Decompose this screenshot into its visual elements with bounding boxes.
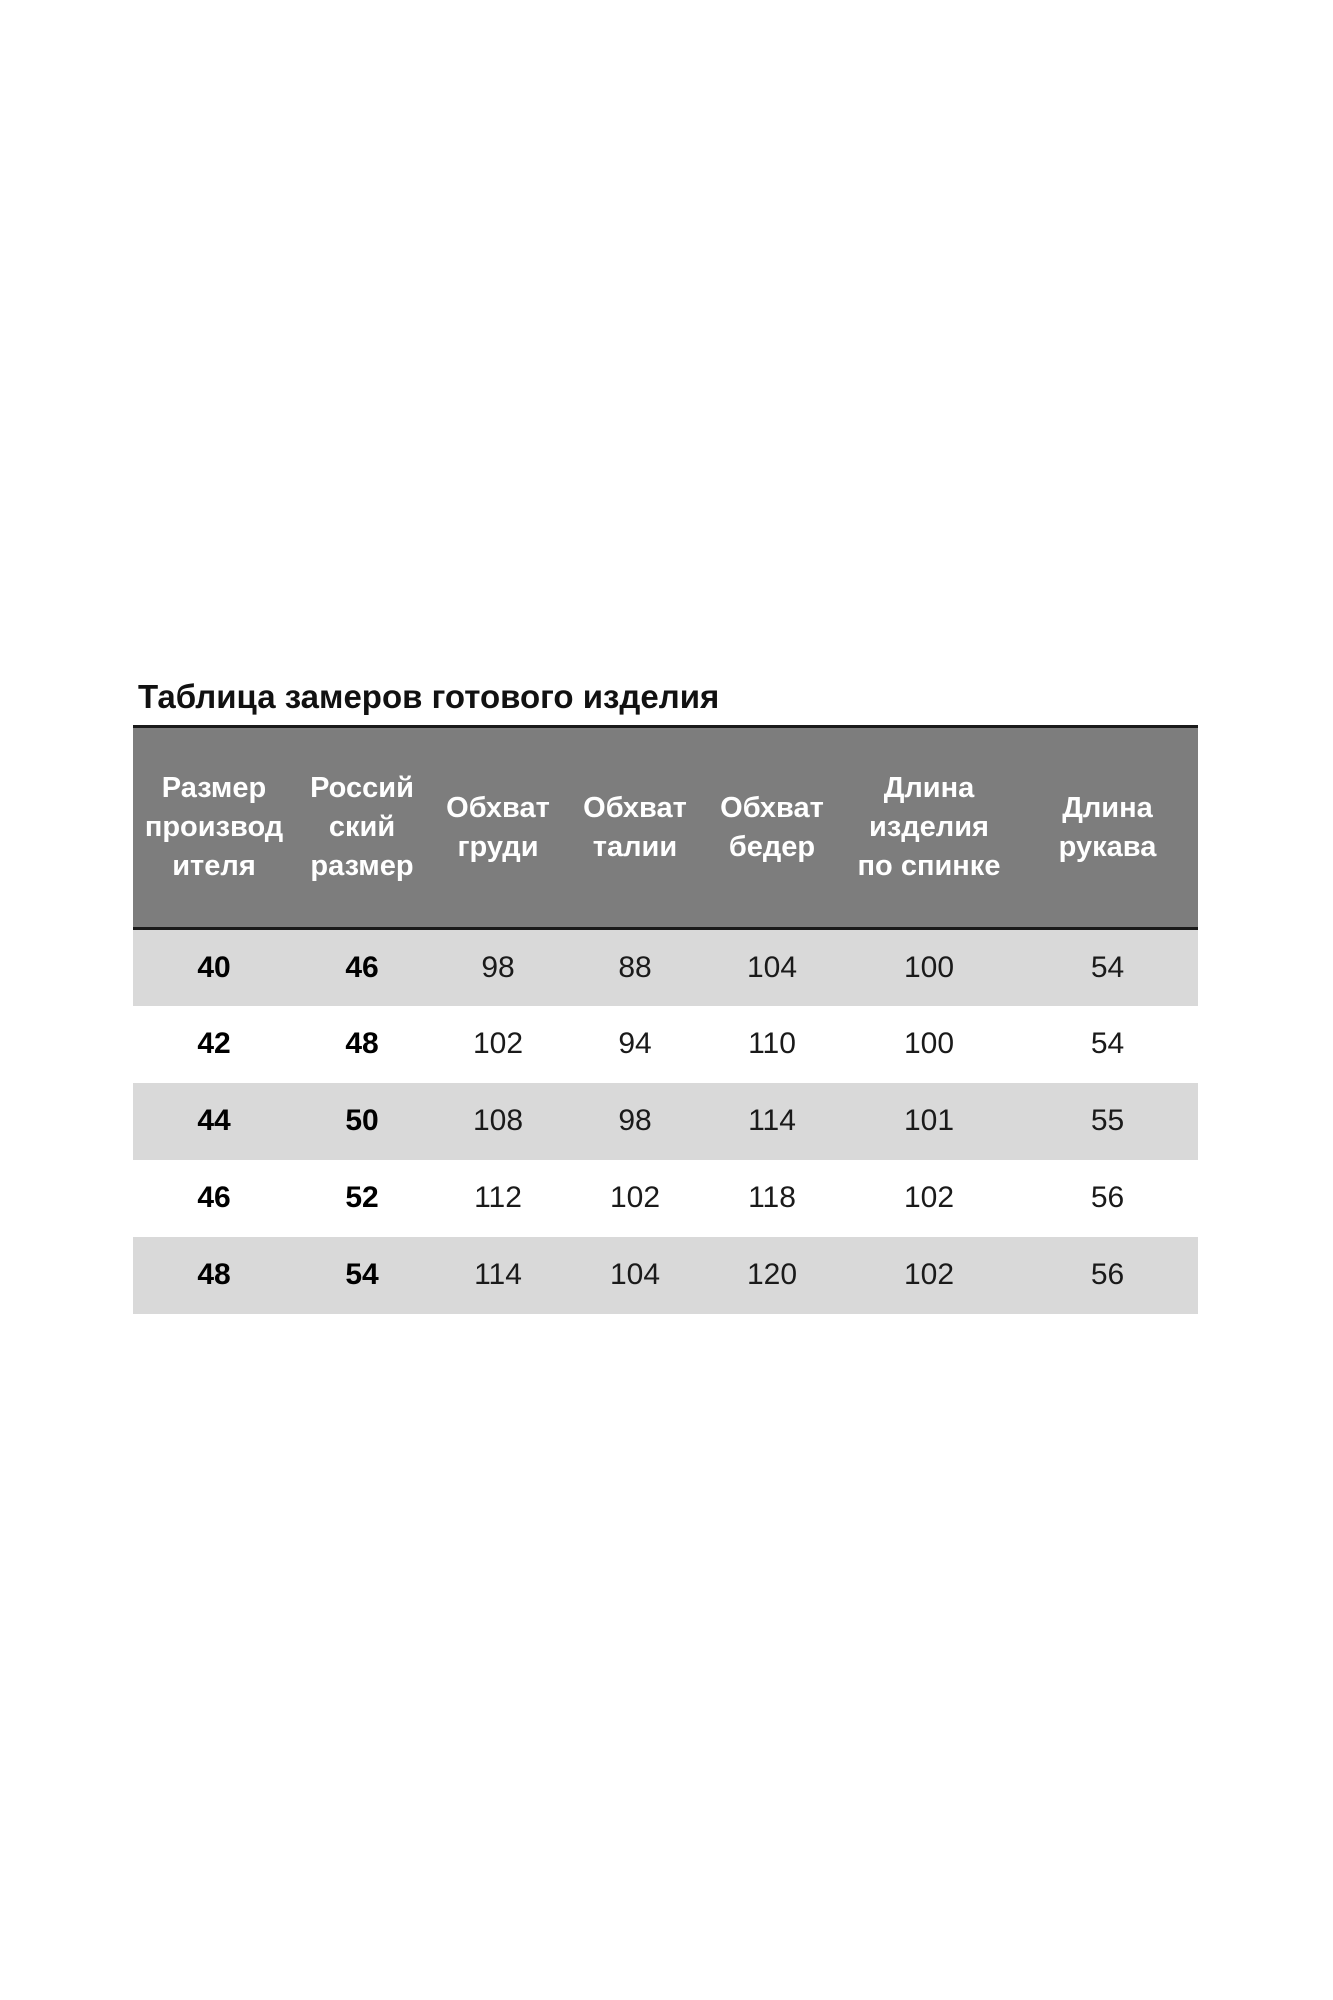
cell-hip-girth: 120 [746,1258,798,1291]
table-title: Таблица замеров готового изделия [138,678,720,715]
cell-manufacturer-size: 44 [197,1104,231,1137]
table-row [133,1083,1198,1160]
header-sleeve-length: Длина рукава [1017,727,1198,929]
cell-chest-girth: 108 [472,1104,524,1137]
cell-hip-girth: 114 [748,1104,796,1137]
header-chest-girth: Обхват груди [429,727,567,929]
size-chart-table [133,725,1198,1314]
cell-back-length: 102 [903,1258,955,1291]
header-russian-size: Россий ский размер [295,727,429,929]
cell-manufacturer-size: 40 [197,950,231,984]
header-hip-girth: Обхват бедер [703,727,841,929]
cell-back-length: 101 [903,1104,955,1137]
cell-manufacturer-size: 42 [197,1027,231,1060]
table-row [133,1160,1198,1237]
cell-waist-girth: 102 [609,1181,661,1214]
cell-russian-size: 52 [345,1181,379,1214]
header-waist-girth: Обхват талии [567,727,703,929]
table-row [133,1237,1198,1314]
cell-back-length: 100 [903,950,955,984]
cell-sleeve-length: 54 [1090,950,1125,984]
cell-waist-girth: 98 [618,1104,652,1137]
cell-manufacturer-size: 48 [197,1258,231,1291]
cell-waist-girth: 94 [618,1027,652,1060]
cell-manufacturer-size: 46 [197,1181,231,1214]
cell-russian-size: 54 [345,1258,379,1291]
table-row [133,1006,1198,1083]
cell-waist-girth: 88 [618,950,652,984]
cell-russian-size: 50 [345,1104,379,1137]
cell-back-length: 100 [903,1027,955,1060]
cell-hip-girth: 110 [748,1027,796,1060]
cell-hip-girth: 104 [746,950,798,984]
cell-waist-girth: 104 [609,1258,661,1291]
header-back-length: Длина изделия по спинке [841,727,1017,929]
cell-russian-size: 48 [345,1027,379,1060]
cell-chest-girth: 98 [481,950,515,984]
header-manufacturer-size: Размер производ ителя [133,727,295,929]
table-row [133,929,1198,1006]
cell-sleeve-length: 55 [1090,1104,1125,1137]
cell-chest-girth: 102 [472,1027,524,1060]
cell-hip-girth: 118 [748,1181,796,1214]
cell-sleeve-length: 56 [1090,1258,1125,1291]
cell-sleeve-length: 54 [1090,1027,1125,1060]
cell-russian-size: 46 [345,950,379,984]
table-header-row [133,727,1198,929]
cell-chest-girth: 114 [474,1258,522,1291]
cell-back-length: 102 [903,1181,955,1214]
cell-chest-girth: 112 [474,1181,522,1214]
cell-sleeve-length: 56 [1090,1181,1125,1214]
